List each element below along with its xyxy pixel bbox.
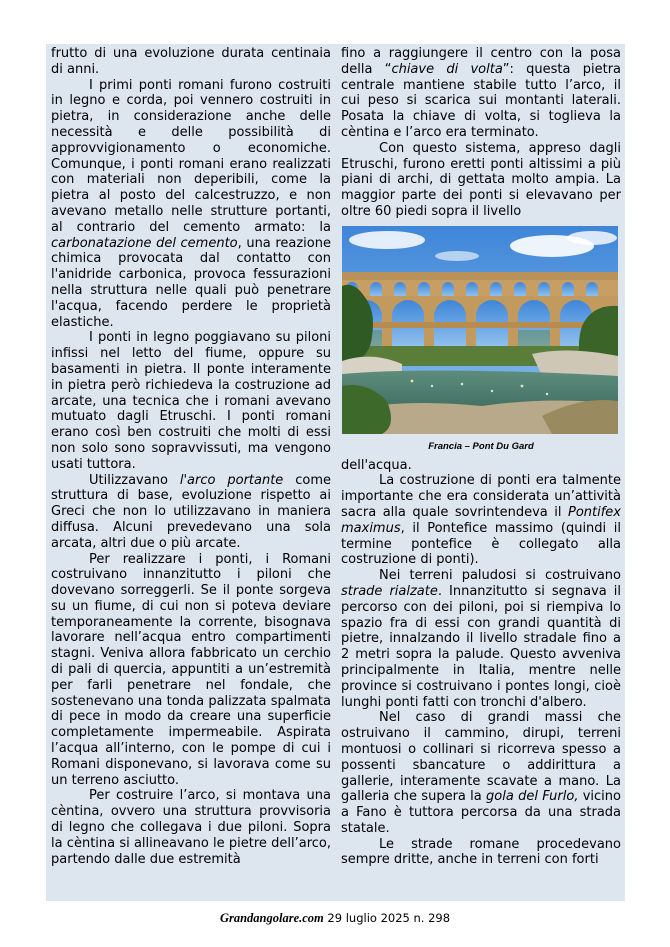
paragraph: dell'acqua. — [341, 457, 412, 473]
paragraph: I ponti in legno poggiavano su piloni infissi nel letto del fiume, oppure su basamenti in pietra. Il ponte interamente in pietra però richiedeva la costruzione ad arcate, una tecnica che i romani avevano mutuato dagli Etruschi. I ponti romani erano così ben costruiti che molti di essi non solo sono sopravvissuti, ma vengono usati tuttora. — [51, 330, 331, 472]
paragraph: Per costruire l’arco, si montava una cèntina, ovvero una struttura provvisoria di legno che collegava i due piloni. Sopra la cèntina si allineavano le pietre dell’arco, partendo dalle due estremità — [51, 788, 331, 867]
paragraph: Nei terreni paludosi si costruivano strade rialzate. Innanzitutto si segnava il percorso con dei piloni, poi si riempiva lo spazio fra di essi con grandi quantità di pietre, innalzando il livello stradale fino a 2 metri sopra la palude. Questo avveniva principalmente in Italia, mentre nelle province si costruivano i pontes longi, cioè lunghi ponti fatti con tronchi d'albero. — [341, 568, 621, 710]
left-column — [51, 46, 331, 867]
pont-du-gard-photo — [342, 226, 618, 434]
paragraph: Nel caso di grandi massi che ostruivano il cammino, dirupi, terreni montuosi o collinari si ricorreva spesso a possenti sbancature o addirittura a gallerie, interamente scavate a mano. La galleria che supera la gola del Furlo, vicino a Fano è tuttora percorsa da una strada statale. — [341, 710, 621, 836]
right-column — [341, 46, 621, 868]
paragraph: fino a raggiungere il centro con la posa della “chiave di volta”: questa pietra centrale mantiene stabile tutto l’arco, il cui peso si scarica sui montanti laterali. Posata la chiave di volta, si toglieva la cèntina e l’arco era terminato. — [341, 46, 622, 140]
issue-info: 29 luglio 2025 n. 298 — [323, 911, 451, 925]
paragraph: I primi ponti romani furono costruiti in legno e corda, poi vennero costruiti in pietra, in considerazione anche delle necessità e delle possibilità di approvvigionamento o economiche. Comunque, i ponti romani erano realizzati con materiali non deperibili, come la pietra al posto del calcestruzzo, e non avevano metallo nelle strutture portanti, al contrario del cemento armato: la carbonatazione del cemento, una reazione chimica provocata dal contatto con l'anidride carbonica, provoca fessurazioni nella struttura nelle quali può penetrare l'acqua, facendo perdere le proprietà elastiche. — [51, 77, 331, 330]
site-name: Grandangolare.com — [219, 911, 324, 925]
page-footer — [0, 911, 670, 926]
paragraph: Utilizzavano l'arco portante come struttura di base, evoluzione rispetto ai Greci che non lo utilizzavano in maniera diffusa. Alcuni prevedevano una sola arcata, altri due o più arcate. — [51, 472, 331, 551]
photo-caption: Francia – Pont Du Gard — [428, 440, 534, 452]
paragraph: Per realizzare i ponti, i Romani costruivano innanzitutto i piloni che dovevano sorreggerli. Se il ponte sorgeva su un fiume, di cui non si poteva deviare temporaneamente la corrente, bisognava lavorare nell’acqua entro compartimenti stagni. Veniva allora fabbricato un cerchio di pali di quercia, appuntiti a un’estremità per farli penetrare nel fondale, che sostenevano una tonda palizzata spalmata di pece in modo da creare una superficie completamente impermeabile. Aspirata l’acqua all’interno, con le pompe di cui i Romani disponevano, si lavorava come su un terreno asciutto. — [51, 551, 331, 788]
paragraph: Con questo sistema, appreso dagli Etruschi, furono eretti ponti altissimi a più piani di archi, di gettata molto ampia. La maggior parte dei ponti si elevavano per oltre 60 piedi sopra il livello — [341, 140, 621, 219]
paragraph: Le strade romane procedevano sempre dritte, anche in terreni con forti — [341, 836, 621, 868]
paragraph: frutto di una evoluzione durata centinaia di anni. — [51, 46, 331, 77]
paragraph: La costruzione di ponti era talmente importante che era considerata un’attività sacra alla quale sovrintendeva il Pontifex maximus, il Pontefice massimo (quindi il termine pontefice è collegato alla costruzione di ponti). — [341, 473, 621, 568]
